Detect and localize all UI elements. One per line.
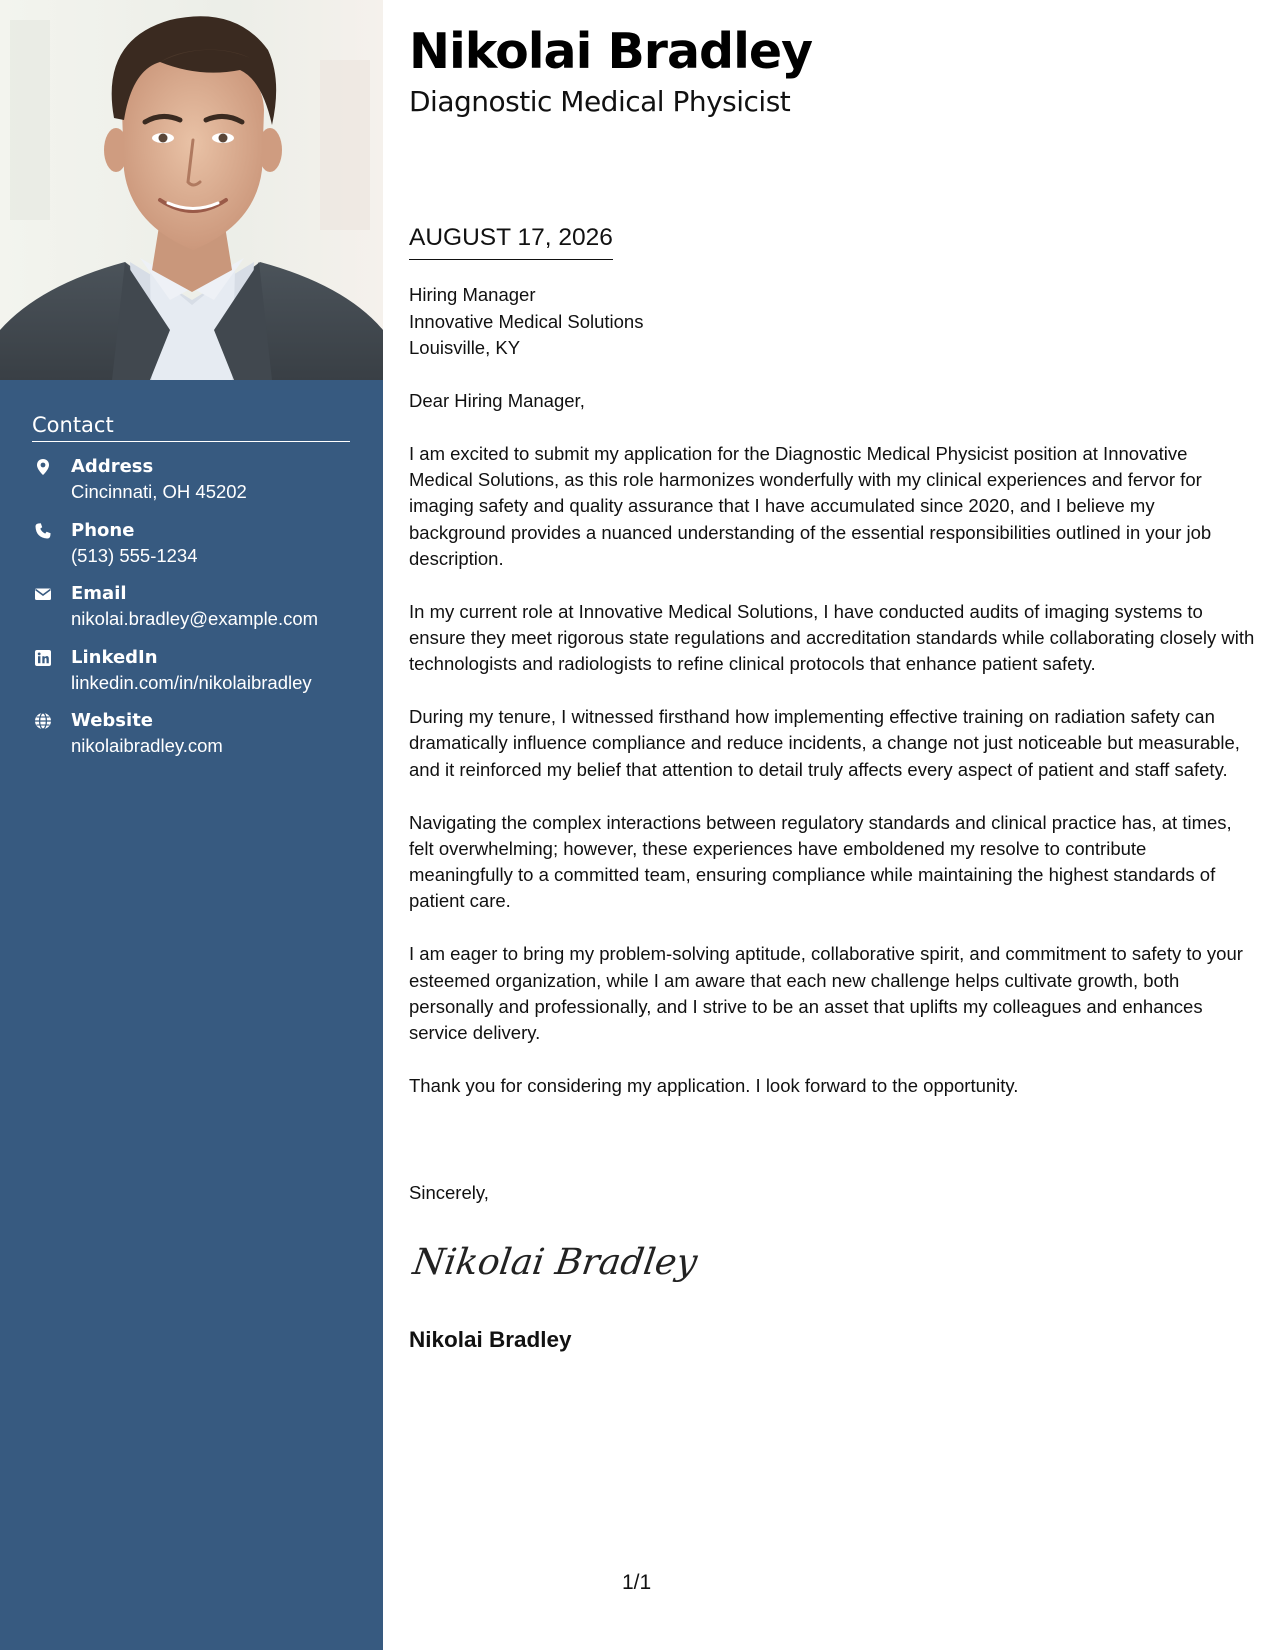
contact-item-phone (32, 519, 362, 583)
portrait-photo (0, 0, 383, 380)
contact-list (32, 455, 362, 773)
contact-label: Address (71, 456, 154, 477)
body-paragraph: Thank you for considering my application. I look forward to the opportunity. (409, 1074, 1019, 1096)
body-paragraph: Navigating the complex interactions between regulatory standards and clinical practice has, at times, felt overwhelming; however, these experiences have emboldened my resolve to contribute meaningfully to a committed team, ensuring compliance while maintaining the highest standards of patient care. (409, 811, 1232, 912)
phone-icon (34, 522, 52, 540)
contact-label: Phone (71, 519, 135, 541)
contact-label: Email (71, 583, 127, 604)
salutation: Dear Hiring Manager, (409, 390, 585, 411)
email-value[interactable]: nikolai.bradley@example.com (71, 608, 319, 629)
job-title: Diagnostic Medical Physicist (409, 85, 791, 118)
recipient-name: Hiring Manager (409, 284, 536, 305)
letter-date: AUGUST 17, 2026 (409, 223, 613, 260)
body-paragraph: In my current role at Innovative Medical Solutions, I have conducted audits of imaging systems to ensure they meet rigorous state regulations and accreditation standards while collaborating closely with technologists and radiologists to refine clinical protocols that enhance patient safety. (409, 600, 1255, 675)
page-number: 1/1 (622, 1571, 652, 1594)
letter-body (409, 388, 1255, 1126)
contact-label: LinkedIn (71, 646, 158, 668)
recipient-location: Louisville, KY (409, 337, 521, 358)
body-paragraph: I am excited to submit my application for the Diagnostic Medical Physicist position at Innovative Medical Solutions, as this role harmonizes wonderfully with my clinical experiences and fervor for imaging safety and quality assurance that I have accumulated since 2020, and I believe my background provides a nuanced understanding of the essential responsibilities outlined in your job description. (409, 442, 1212, 569)
contact-item-website (32, 709, 362, 773)
svg-text:Nikolai Bradley: Nikolai Bradley (410, 1240, 701, 1283)
contact-item-linkedin (32, 646, 362, 710)
recipient-company: Innovative Medical Solutions (409, 310, 644, 332)
map-pin-icon (34, 458, 52, 476)
signed-name: Nikolai Bradley (409, 1327, 572, 1352)
linkedin-icon (34, 649, 52, 667)
contact-item-email (32, 582, 362, 646)
address-value: Cincinnati, OH 45202 (71, 481, 247, 502)
closing: Sincerely, (409, 1182, 489, 1203)
recipient-block (409, 282, 643, 362)
linkedin-value[interactable]: linkedin.com/in/nikolaibradley (71, 671, 312, 693)
body-paragraph: I am eager to bring my problem-solving aptitude, collaborative spirit, and commitment to safety to your esteemed organization, while I am aware that each new challenge helps cultivate growth, both personally and professionally, and I strive to be an asset that uplifts my colleagues and enhances service delivery. (409, 943, 1243, 1044)
globe-icon (34, 712, 52, 730)
website-value[interactable]: nikolaibradley.com (71, 735, 223, 756)
body-paragraph: During my tenure, I witnessed firsthand how implementing effective training on radiation safety can dramatically influence compliance and reduce incidents, a change not just noticeable but measurable, and it reinforced my belief that attention to detail truly affects every aspect of patient and staff safety. (409, 706, 1240, 780)
envelope-icon (34, 585, 52, 603)
signature (410, 1236, 701, 1288)
contact-heading: Contact (32, 412, 350, 442)
applicant-name: Nikolai Bradley (409, 23, 813, 80)
sidebar (0, 0, 383, 1650)
contact-item-address (32, 455, 362, 519)
phone-value: (513) 555-1234 (71, 544, 198, 566)
contact-label: Website (71, 710, 154, 731)
